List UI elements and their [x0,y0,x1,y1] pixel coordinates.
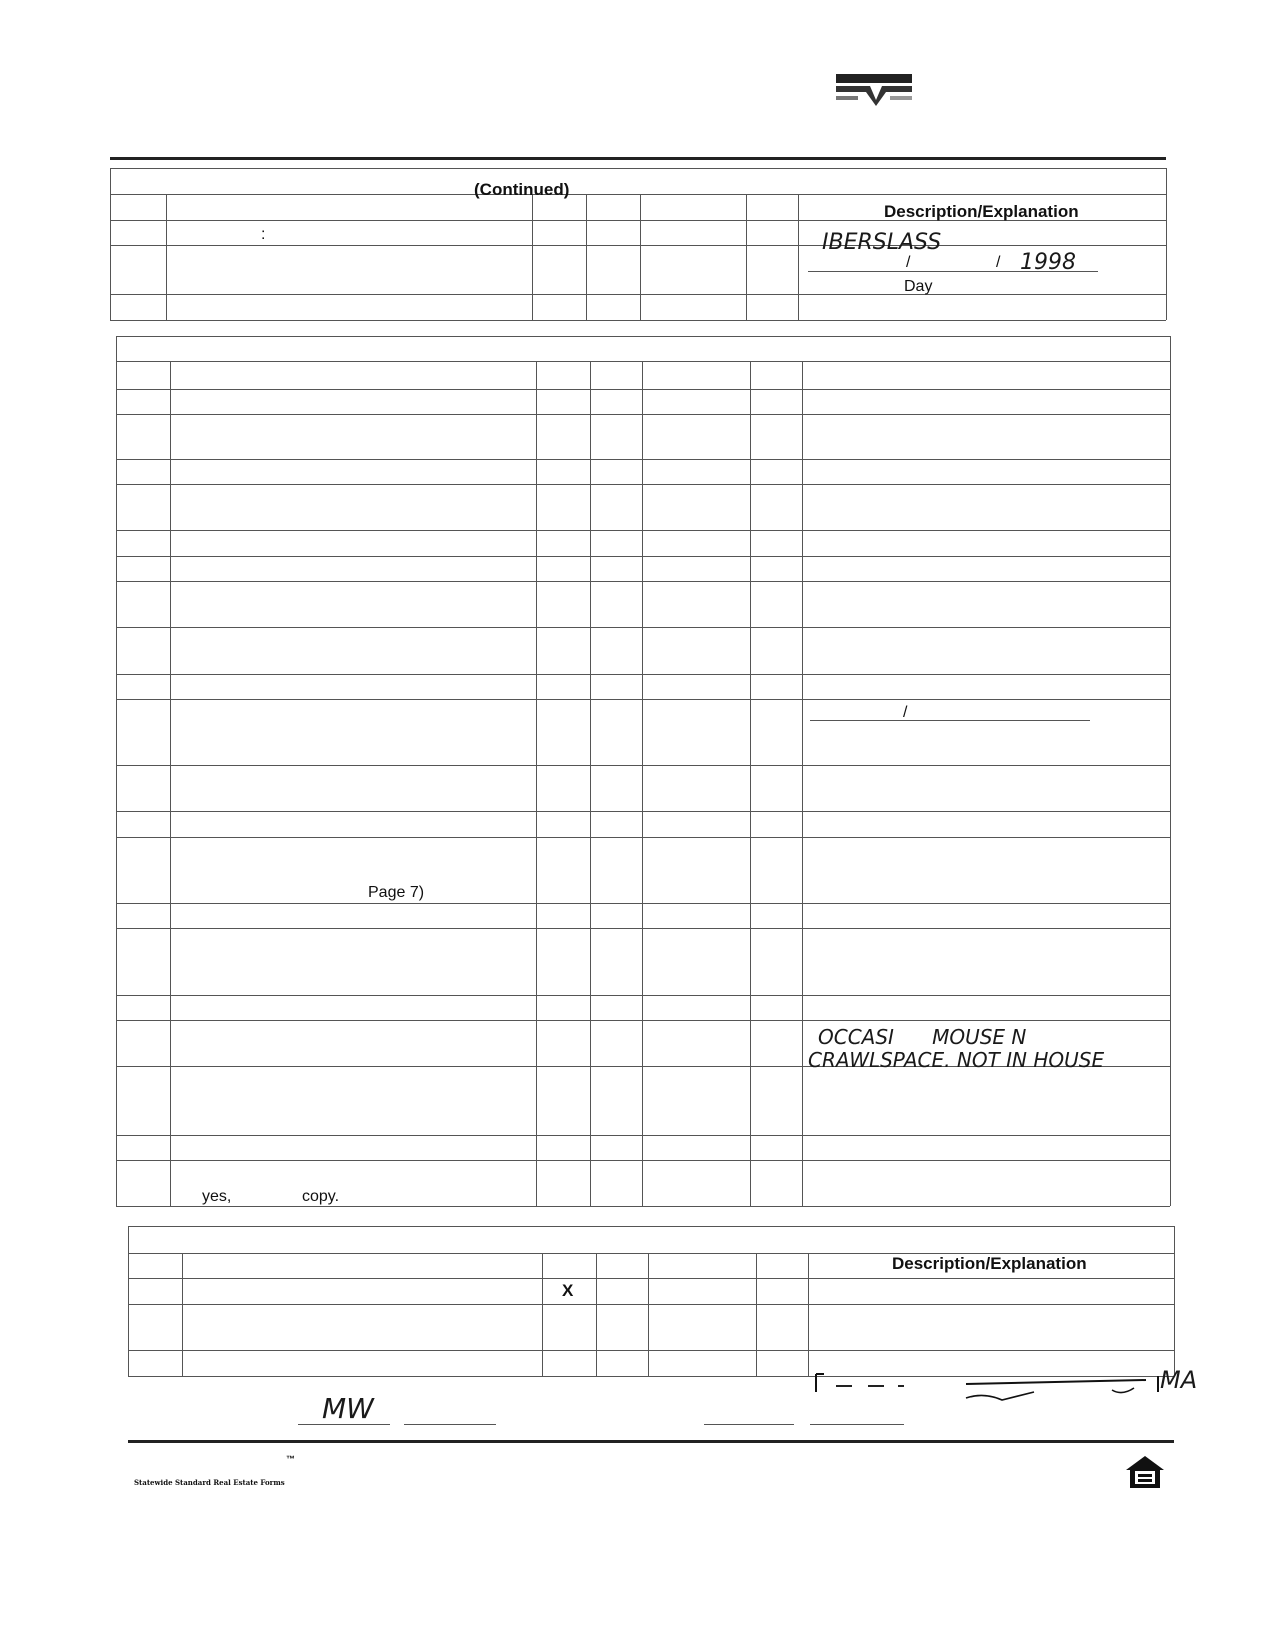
handwritten-initials: MW [322,1392,374,1425]
yes-label: yes, [202,1188,232,1205]
continued-label: (Continued) [474,180,570,199]
date-slash-2: / [996,254,1001,271]
handwritten-note-line-2: CRAWLSPACE. NOT IN HOUSE [808,1048,1105,1072]
company-logo [836,72,912,106]
trademark-mark: ™ [286,1454,295,1464]
slash-mark: / [903,704,908,721]
copy-label: copy. [302,1188,340,1205]
handwritten-scribble [812,1362,1192,1412]
description-header: Description/Explanation [884,202,1079,221]
description-header-2: Description/Explanation [892,1254,1087,1273]
day-label: Day [904,278,933,295]
colon-mark: : [261,226,266,243]
forms-credit: Statewide Standard Real Estate Forms [134,1478,285,1487]
bottom-rule [128,1440,1174,1443]
handwritten-note-line-1: OCCASI MOUSE N [818,1025,1027,1049]
handwritten-suffix: MA [1160,1366,1198,1394]
check-mark: X [562,1281,574,1300]
handwritten-name: IBERSLASS [822,230,942,255]
date-slash-1: / [906,254,911,271]
handwritten-year: 1998 [1020,250,1076,275]
page-reference: Page 7) [368,884,425,901]
equal-housing-icon [1124,1454,1166,1490]
top-rule [110,157,1166,160]
